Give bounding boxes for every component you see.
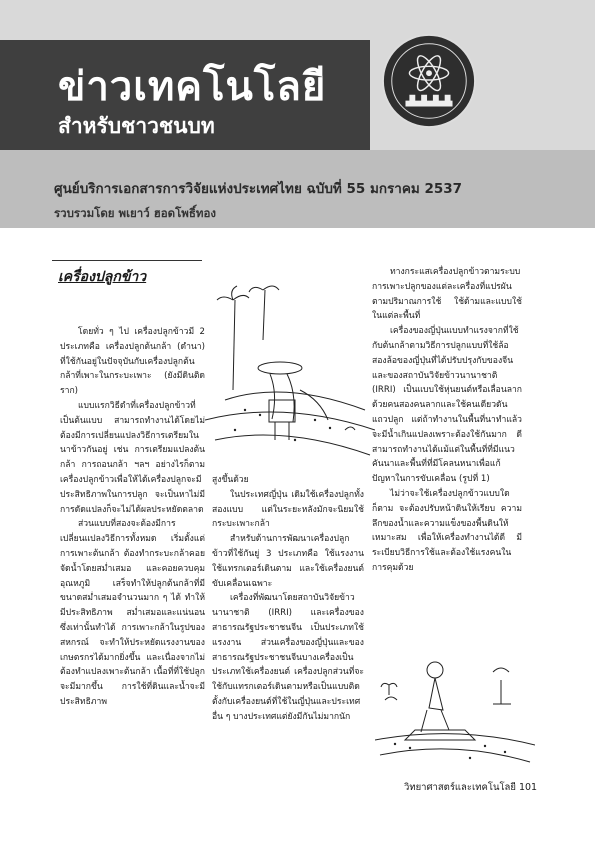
article-column-1 [60, 325, 205, 710]
paragraph: แบบแรกวิธีดำที่เครื่องปลูกข้าวที่เป็นต้นแบบ สามารถทำงานได้โดยไม่ต้องมีการเปลี่ยนแปลงวิธีการเตรียมในนาข้าวกันอยู่ เช่น การเตรียมแปลงต้นกล้า การถอนกล้า ฯลฯ อย่างไรก็ตามเครื่องปลูกข้าวเพื่อให้ได้เครื่องปลูกจะมีประสิทธิภาพในการปลูก จะเป็นหาไม่มีการดัดแปลงก็จะไม่ได้ผลประหยัดตลาด [60, 400, 205, 515]
paragraph: สูงขึ้นด้วย [212, 475, 249, 485]
paragraph: ส่วนแบบที่สองจะต้องมีการเปลี่ยนแปลงวิธีการทั้งหมด เริ่มตั้งแต่การเพาะต้นกล้า ต้องทำกระบะกล้าคอยจัดน้ำโดยสม่ำเสมอ และคอยควบคุมอุณหภูมิ เสร็จทำให้ปลูกต้นกล้าที่มีขนาดสม่ำเสมอจำนวนมาก ๆ ได้ ทำให้มีประสิทธิภาพ สม่ำเสมอและแน่นอน ซึ่งเท่านั้นทำได้ การเพาะกล้าในรูปของสหกรณ์ จะทำให้ประหยัดแรงงานของเกษตรกรได้มากยิ่งขึ้น และเนื่องจากไม่ต้องทำแปลงเพาะต้นกล้า เนื้อที่ที่ใช้ปลูกจะมีมากขึ้น การใช้ที่ดินและน้ำจะมีประสิทธิภาพ [60, 519, 205, 707]
paragraph: เครื่องของญี่ปุ่นแบบทำแรงจากที่ใช้กับต้นกล้าตามวิธีการปลูกแบบที่ใช้ล้อสองล้อของญี่ปุ่นที่ได้ปรับปรุงกับของจีนและของสถาบันวิจัยข้าวนานาชาติ (IRRI) เป็นแบบใช้หุ่นยนต์หรือเลื่อนลากด้วยคนสองคนลากและใช้คนเดียวดันแถวปลูก แต่ถ้าทำงานในพื้นที่นาทำแล้วจะมีน้ำเกินแปลงเพราะต้องใช้กันมาก ดีสามารถทำงานได้แม้แต่ในพื้นที่ที่มีแนวคันนาและพื้นที่ที่มีโคลนหนาเพื่อแก้ปัญหาในการขับเคลื่อน (รูปที่ 1) [372, 326, 522, 485]
compiled-by: รวบรวมโดย พเยาว์ ฮอดโพธิ์ทอง [54, 206, 216, 220]
article-column-3 [372, 265, 522, 576]
newsletter-title: ข่าวเทคโนโลยี [58, 64, 327, 110]
transplanter-illustration [375, 640, 535, 770]
title-rule [52, 260, 202, 261]
masthead [0, 0, 595, 228]
paragraph: ในประเทศญี่ปุ่น เดิมใช้เครื่องปลูกทั้งสองแบบ แต่ในระยะหลังมักจะนิยมใช้กระบะเพาะกล้า [212, 489, 364, 530]
article-title: เครื่องปลูกข้าว [58, 269, 147, 285]
paragraph: สำหรับด้านการพัฒนาเครื่องปลูกข้าวที่ใช้กันยู่ 3 ประเภทคือ ใช้แรงงาน ใช้แทรกเตอร์เดินตาม และใช้เครื่องยนต์ขับเคลื่อนเฉพาะ [212, 534, 364, 589]
institution-seal-logo [380, 32, 478, 130]
paragraph: เครื่องที่พัฒนาโดยสถาบันวิจัยข้าวนานาชาติ (IRRI) และเครื่องของสาธารณรัฐประชาชนจีน เป็นประเภทใช้แรงงาน ส่วนเครื่องของญี่ปุ่นและของสาธารณรัฐประชาชนจีนบางเครื่องเป็นประเภทใช้เครื่องยนต์ เครื่องปลูกส่วนที่จะใช้กับแทรกเตอร์เดินตามหรือเป็นแบบติดตั้งกับเครื่องยนต์ที่ใช้ในญี่ปุ่นและประเทศอื่น ๆ บางประเทศแต่ยังมีกันไม่มากนัก [212, 593, 364, 722]
article-column-2 [212, 473, 364, 725]
paragraph: ทางกระแสเครื่องปลูกข้าวตามระบบการเพาะปลูกของแต่ละเครื่องที่แปรผันตามปริมาณการใช้ ใช้ด้ามและแบบใช้ในแต่ละพื้นที่ [372, 267, 522, 322]
issue-line: ศูนย์บริการเอกสารการวิจัยแห่งประเทศไทย ฉบับที่ 55 มกราคม 2537 [54, 181, 463, 197]
rice-planting-illustration [205, 280, 375, 470]
paragraph: ไม่ว่าจะใช้เครื่องปลูกข้าวแบบใดก็ตาม จะต้องปรับหน้าดินให้เรียบ ความลึกของน้ำและความแข็งของพื้นดินให้เหมาะสม เพื่อให้เครื่องทำงานได้ดี มีระเบียบวิธีการใช้และต้องใช้แรงคนในการคุมด้วย [372, 488, 522, 573]
page-footer: วิทยาศาสตร์และเทคโนโลยี 101 [404, 782, 538, 793]
paragraph: โดยทั่ว ๆ ไป เครื่องปลูกข้าวมี 2 ประเภทคือ เครื่องปลูกต้นกล้า (ดำนา) ที่ใช้กันอยู่ในปัจจุบันกับเครื่องปลูกต้นกล้าที่เพาะในกระบะเพาะ (ยังมีดินติดราก) [60, 327, 205, 397]
newsletter-subtitle: สำหรับชาวชนบท [58, 114, 215, 138]
